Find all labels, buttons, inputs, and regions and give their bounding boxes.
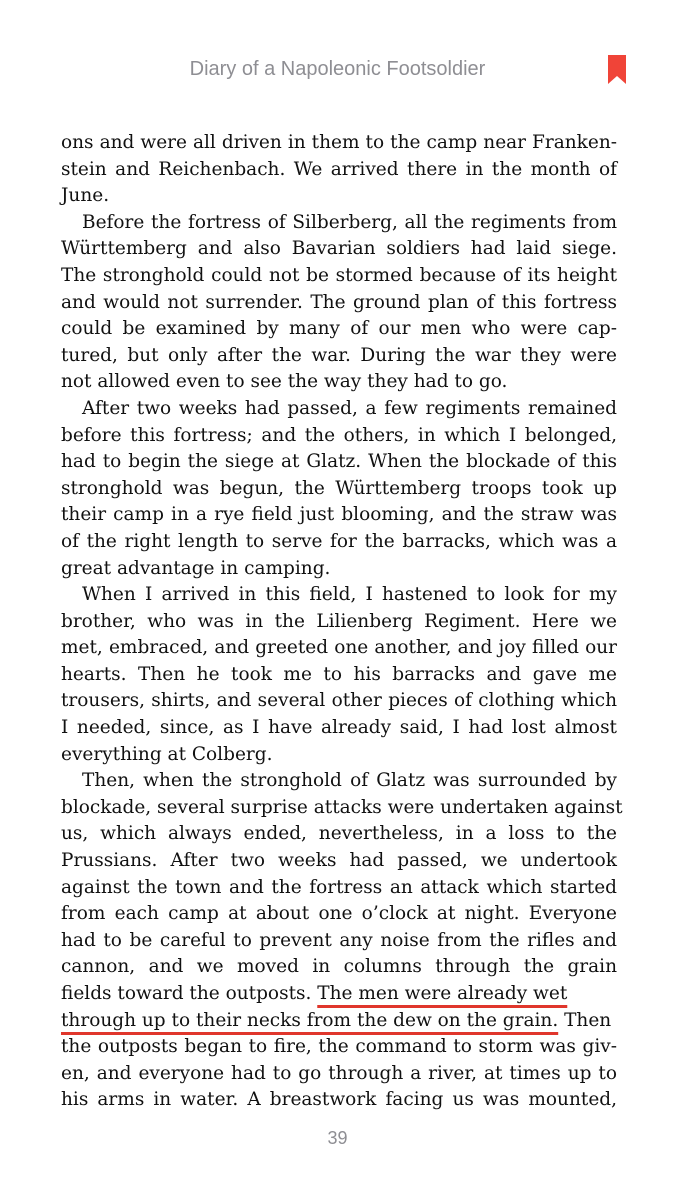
page-number: 39 xyxy=(327,1128,348,1148)
text-line: everything at Colberg. xyxy=(61,743,273,765)
text-line: cannon, and we moved in columns through the grain xyxy=(61,956,617,978)
text-line: his arms in water. A breastwork facing us was mounted, xyxy=(61,1089,617,1111)
text-line: blockade, several surprise attacks were undertaken against xyxy=(61,796,623,818)
text-line: great advantage in camping. xyxy=(61,557,331,579)
highlighted-passage[interactable]: The men were already wet xyxy=(317,983,568,1004)
text-line: After two weeks had passed, a few regiments remained xyxy=(82,397,617,419)
text-line: Before the fortress of Silberberg, all the regiments from xyxy=(82,211,617,233)
text-line: their camp in a rye field just blooming, and the straw was xyxy=(61,504,617,526)
text-line: had to begin the siege at Glatz. When the blockade of this xyxy=(61,451,617,473)
text-line: brother, who was in the Lilienberg Regiment. Here we xyxy=(61,610,617,632)
text-line: the outposts began to fire, the command to storm was giv- xyxy=(61,1036,617,1058)
page-body xyxy=(61,130,623,1114)
text-line: trousers, shirts, and several other pieces of clothing which xyxy=(61,690,617,712)
highlighted-passage[interactable]: through up to their necks from the dew on the grain. xyxy=(61,1009,559,1031)
text-line: I needed, since, as I have already said, I had lost almost xyxy=(61,717,617,739)
book-title[interactable]: Diary of a Napoleonic Footsoldier xyxy=(189,58,486,80)
text-line: not allowed even to see the way they had to go. xyxy=(61,371,508,393)
text-line: Württemberg and also Bavarian soldiers had laid siege. xyxy=(61,238,617,260)
text-line: of the right length to serve for the barracks, which was a xyxy=(61,530,617,552)
text-line: had to be careful to prevent any noise from the rifles and xyxy=(61,929,617,951)
text-line: The stronghold could not be stormed because of its height xyxy=(61,264,617,286)
text-line: before this fortress; and the others, in which I belonged, xyxy=(61,424,617,446)
bookmark-icon[interactable] xyxy=(606,54,628,86)
text-line: from each camp at about one o’clock at night. Everyone xyxy=(61,903,617,925)
text-line: Then, when the stronghold of Glatz was surrounded by xyxy=(82,770,617,792)
reader-header xyxy=(0,52,675,86)
text-line: could be examined by many of our men who were cap- xyxy=(61,318,617,340)
text-line: en, and everyone had to go through a river, at times up to xyxy=(61,1062,617,1084)
text-line: against the town and the fortress an attack which started xyxy=(61,876,617,898)
text-line: tured, but only after the war. During the war they were xyxy=(61,344,617,366)
text-line xyxy=(61,1008,617,1035)
text-line: ons and were all driven in them to the camp near Franken- xyxy=(61,132,617,153)
text-line: hearts. Then he took me to his barracks and gave me xyxy=(61,663,617,685)
text-segment: Then xyxy=(564,1009,612,1031)
text-segment: fields toward the outposts. xyxy=(61,983,312,1004)
text-line: met, embraced, and greeted one another, and joy filled our xyxy=(61,637,617,659)
text-line: and would not surrender. The ground plan of this fortress xyxy=(61,291,617,313)
text-line: stein and Reichenbach. We arrived there in the month of xyxy=(61,158,617,180)
text-line: stronghold was begun, the Württemberg troops took up xyxy=(61,477,617,499)
text-line: June. xyxy=(61,185,110,207)
text-line: When I arrived in this field, I hastened to look for my xyxy=(82,584,617,606)
text-line: Prussians. After two weeks had passed, we undertook xyxy=(61,850,617,872)
text-line: us, which always ended, nevertheless, in a loss to the xyxy=(61,823,617,845)
text-line xyxy=(61,981,617,1008)
